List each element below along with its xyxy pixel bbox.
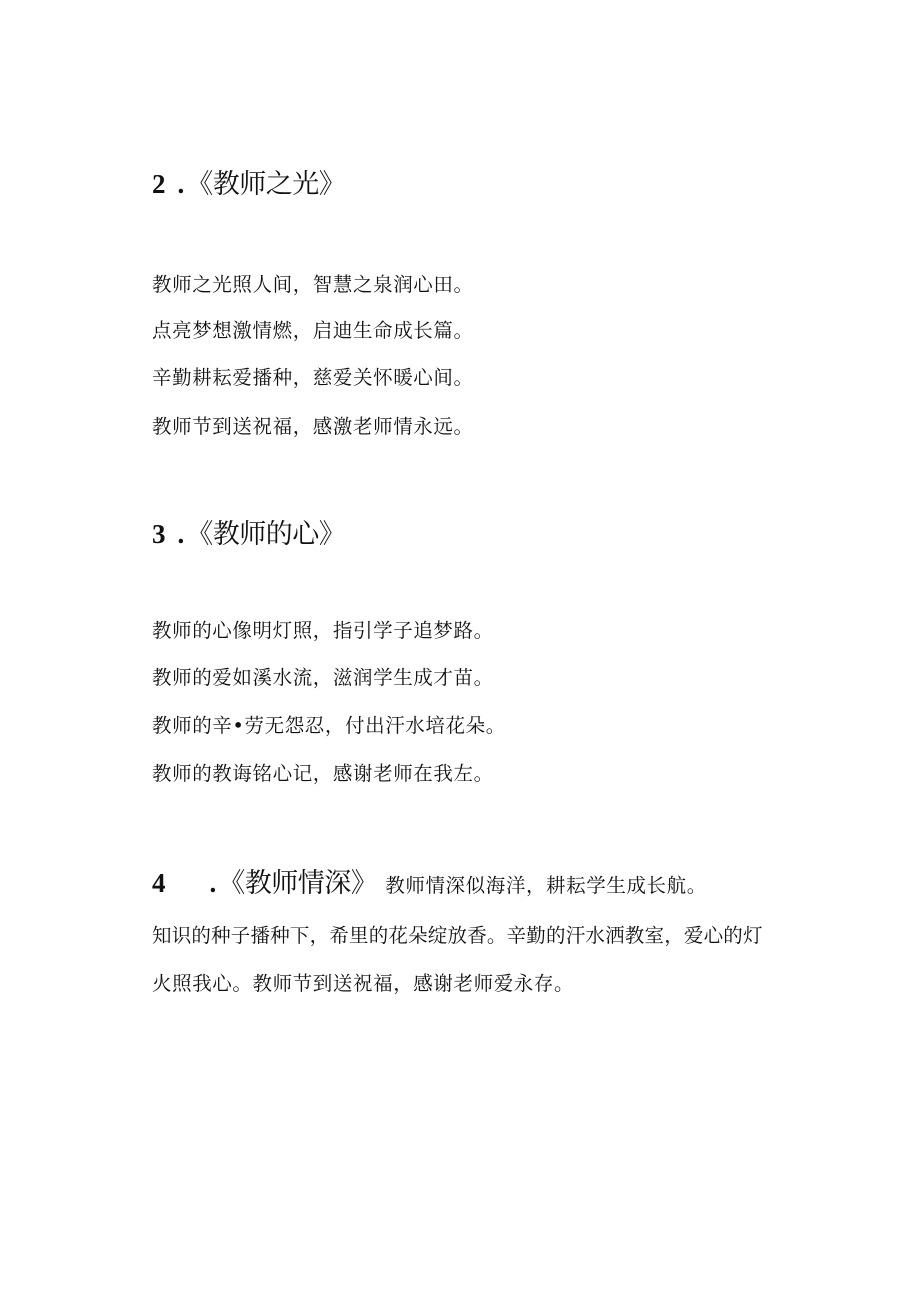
section-title: 《教师情深》 [218, 868, 378, 899]
section-dot: . [209, 868, 217, 898]
poem-line: 教师之光照人间，智慧之泉润心田。 [152, 273, 474, 296]
section-title: 《教师的心》 [186, 519, 346, 550]
section-number: 3 [152, 519, 166, 549]
section-dot: . [177, 519, 185, 549]
section-3-heading [152, 518, 345, 551]
poem-line: 教师的辛•劳无怨忍，付出汗水培花朵。 [152, 714, 506, 737]
section-dot: . [177, 169, 185, 199]
poem-line: 火照我心。教师节到送祝福，感谢老师爱永存。 [152, 972, 575, 995]
section-title: 《教师之光》 [186, 169, 346, 200]
poem-line: 辛勤耕耘爱播种，慈爱关怀暖心间。 [152, 366, 474, 389]
poem-inline-line: 教师情深似海洋，耕耘学生成长航。 [385, 874, 707, 897]
poem-line: 教师的爱如溪水流，滋润学生成才苗。 [152, 666, 494, 689]
poem-line: 知识的种子播种下，希里的花朵绽放香。辛勤的汗水洒教室，爱心的灯 [152, 924, 763, 947]
poem-line: 教师的心像明灯照，指引学子追梦路。 [152, 619, 494, 642]
section-4-heading [152, 867, 707, 902]
section-number: 4 [152, 868, 166, 898]
poem-line: 点亮梦想激情燃，启迪生命成长篇。 [152, 319, 474, 342]
poem-line: 教师的教诲铭心记，感谢老师在我左。 [152, 762, 494, 785]
section-number: 2 [152, 169, 166, 199]
section-2-heading [152, 168, 345, 201]
poem-line: 教师节到送祝福，感激老师情永远。 [152, 415, 474, 438]
